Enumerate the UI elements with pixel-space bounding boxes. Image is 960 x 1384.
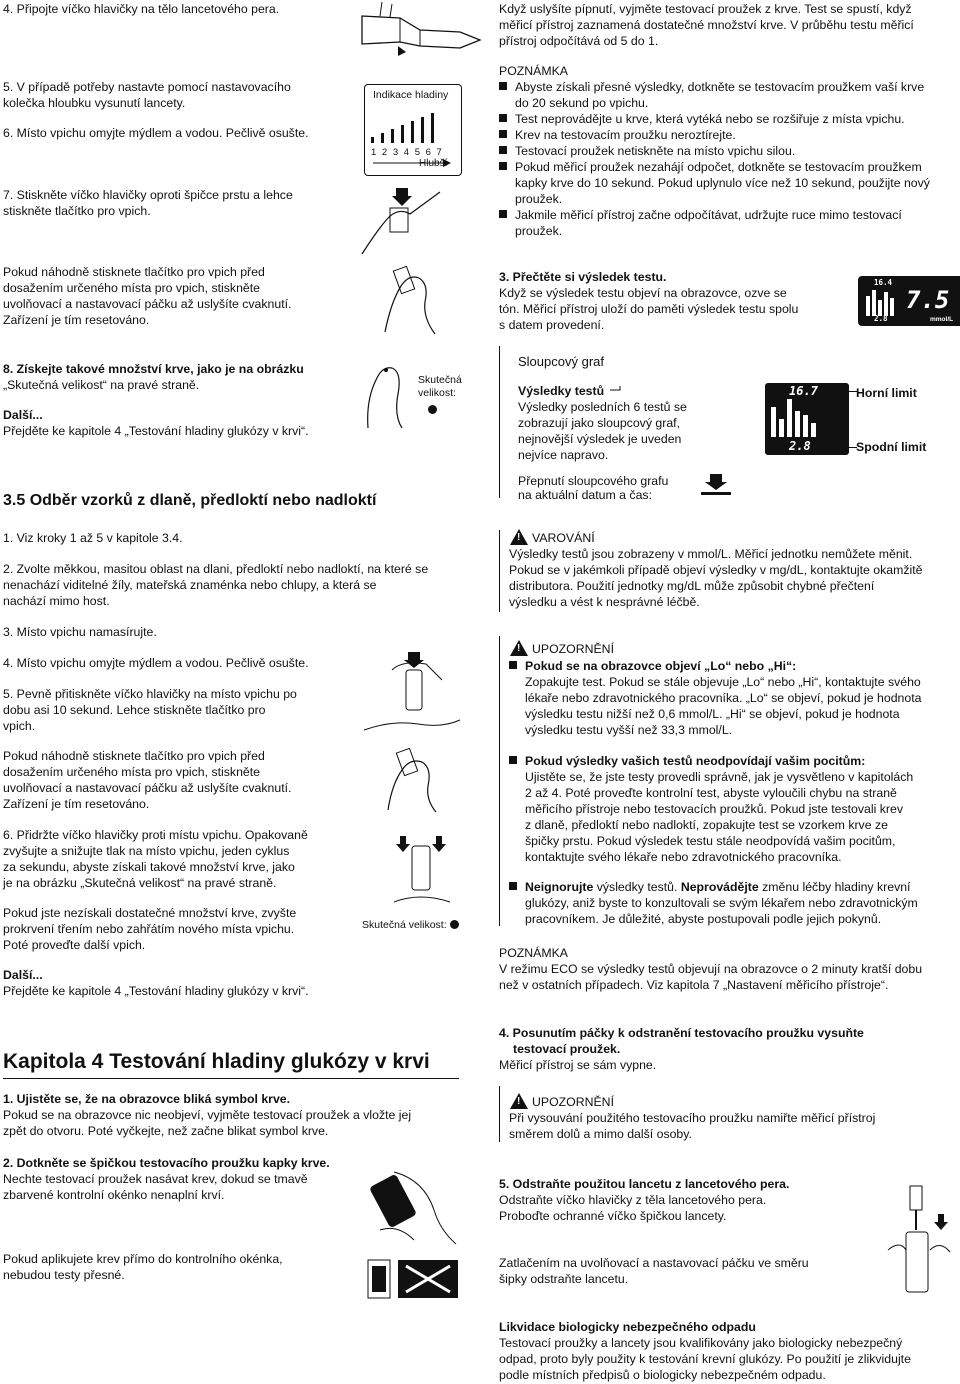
lcd-bar [771, 407, 776, 437]
read-result-line1: Když se výsledek testu objeví na obrazovce, ozve se [499, 286, 787, 300]
palm-reset-illustration [378, 744, 458, 814]
warning-title: VAROVÁNÍ [532, 531, 595, 545]
step-8-line2: „Skutečná velikost“ na pravé straně. [3, 378, 200, 392]
note-item-2: Test neprovádějte u krve, která vytéká nebo se rozšiřuje z místa vpichu. [499, 112, 905, 128]
reset-hand-illustration [375, 262, 455, 337]
note-item-1-line1: Abyste získali přesné výsledky, dotkněte se testovacím proužkem vaší krve [499, 80, 924, 96]
remove-lancet-line3: Zatlačením na uvolňovací a nastavovací páčku ve směru [499, 1256, 809, 1270]
palm-press-illustration [362, 650, 462, 740]
reset-line1: Pokud náhodně stisknete tlačítko pro vpich před [3, 265, 265, 279]
caution-2-title: UPOZORNĚNÍ [532, 1095, 614, 1109]
palm-step-7-line3: Poté proveďte další vpich. [3, 938, 146, 952]
bar-graph-upper-value: 16.7 [789, 384, 818, 398]
step-8-line1: 8. Získejte takové množství krve, jako je na obrázku [3, 362, 304, 376]
chapter-step-2-line1: Nechte testovací proužek nasávat krev, dokud se tmavě [3, 1172, 308, 1186]
chapter-step-3-line1: Pokud aplikujete krev přímo do kontrolního okénka, [3, 1252, 283, 1266]
read-result-line2: tón. Měřicí přístroj uloží do paměti výsledek testu spolu [499, 302, 799, 316]
bar-switch-line2: na aktuální datum a čas: [518, 488, 652, 502]
palm-step-2-line2: nenachází viditelné žíly, mateřská znaménka nebo chlupy, a která se [3, 578, 377, 592]
warning-line1: Výsledky testů jsou zobrazeny v mmol/L. Měřicí jednotku nemůžete měnit. [509, 547, 913, 561]
lower-limit-label: Spodní limit [856, 440, 927, 454]
right-top-line2: měřicí přístroj zaznamená dostatečné množství krve. V průběhu testu měřicí [499, 18, 914, 32]
next-text-2: Přejděte ke kapitole 4 „Testování hladiny glukózy v krvi“. [3, 984, 309, 998]
chapter-step-3-line2: nebudou testy přesné. [3, 1268, 125, 1282]
note-2-title: POZNÁMKA [499, 946, 569, 960]
caution-eject-line2: směrem dolů a mimo další osoby. [509, 1127, 692, 1141]
chapter-step-2-line2: zbarvené kontrolní okénko nenaplní krví. [3, 1188, 225, 1202]
next-label-2: Další... [3, 968, 43, 982]
lcd-bar [779, 419, 784, 437]
caution-border [499, 636, 500, 926]
palm-step-4: 4. Místo vpichu omyjte mýdlem a vodou. Pečlivě osušte. [3, 656, 309, 670]
palm-step-5-line1: 5. Pevně přitiskněte víčko hlavičky na místo vpichu po [3, 687, 297, 701]
chapter-step-1-line2: zpět do otvoru. Poté vyčkejte, než začne blikat symbol krve. [3, 1124, 329, 1138]
caution-triangle-icon: ! [510, 640, 528, 656]
biohazard-heading: Likvidace biologicky nebezpečného odpadu [499, 1320, 756, 1334]
depth-indicator-box [364, 84, 462, 176]
lcd-bar [795, 411, 800, 437]
read-result-line3: s datem provedení. [499, 318, 605, 332]
real-size-drop-2 [450, 920, 459, 929]
caution-title: UPOZORNĚNÍ [532, 642, 614, 656]
bar-graph-line1: Výsledky posledních 6 testů se [518, 400, 687, 414]
caution-3-line2: pracovníkem. Je důležité, abyste postupovali podle jejich pokynů. [525, 912, 882, 926]
arrow-right-icon [610, 384, 626, 394]
palm-step-7-line2: prokrvení třením nebo zahřátím nového místa vpichu. [3, 922, 295, 936]
palm-reset-line4: Zařízení je tím resetováno. [3, 797, 150, 811]
section-3-5-title: 3.5 Odběr vzorků z dlaně, předloktí nebo nadloktí [3, 492, 377, 509]
warning-triangle-icon: ! [510, 529, 528, 545]
caution-2-border [499, 1086, 500, 1142]
note-item-5-line3: proužek. [515, 192, 563, 206]
note-2-line2: než v ostatních případech. Viz kapitola 7 „Nastavení měřicího přístroje“. [499, 978, 889, 992]
remove-lancet-heading: 5. Odstraňte použitou lancetu z lancetového pera. [499, 1177, 790, 1191]
caution-1-heading: Pokud se na obrazovce objeví „Lo“ nebo „Hi“: [509, 659, 796, 675]
result-display-high: 16.4 [874, 278, 893, 287]
upper-limit-label: Horní limit [856, 386, 917, 400]
step-5-line2: kolečka hloubku vysunutí lancety. [3, 96, 186, 110]
caution-2-heading: Pokud výsledky vašich testů neodpovídají vašim pocitům: [509, 754, 865, 770]
reset-line2: dosažením určeného místa pro vpich, stiskněte [3, 281, 260, 295]
down-button-icon [697, 474, 735, 498]
note-item-1-line2: do 20 sekund po vpichu. [515, 96, 649, 110]
step-5-line1: 5. V případě potřeby nastavte pomocí nastavovacího [3, 80, 291, 94]
biohazard-line3: podle místních předpisů o biologicky nebezpečném odpadu. [499, 1368, 826, 1382]
palm-step-5-line2: dobu asi 10 sekund. Lehce stiskněte tlačítko pro [3, 703, 266, 717]
lcd-bar [803, 415, 808, 437]
lcd-bar [811, 423, 816, 437]
palm-step-6-line3: za sekundu, abyste získali takové množství krve, jako [3, 860, 295, 874]
warning-line4: výsledku a vést k nesprávné léčbě. [509, 595, 700, 609]
note-item-6-line1: Jakmile měřicí přístroj začne odpočítávat, udržujte ruce mimo testovací [499, 208, 902, 224]
caution-2-triangle-icon: ! [510, 1093, 528, 1109]
bar-graph-line2: zobrazují jako sloupcový graf, [518, 416, 680, 430]
result-display [858, 276, 960, 326]
caution-2-line1: Ujistěte se, že jste testy provedli správně, jak je vysvětleno v kapitolách [525, 770, 914, 784]
biohazard-line1: Testovací proužky a lancety jsou kvalifikovány jako biologicky nebezpečný [499, 1336, 903, 1350]
warning-line3: distributora. Použití jednotky mg/dL může způsobit chybné přečtení [509, 579, 875, 593]
palm-step-6-line2: zvyšujte a snižujte tlak na místo vpichu, jeden cyklus [3, 844, 290, 858]
remove-lancet-line1: Odstraňte víčko hlavičky z těla lancetového pera. [499, 1193, 767, 1207]
palm-step-5-line3: vpich. [3, 719, 36, 733]
note-item-4: Testovací proužek netiskněte na místo vpichu silou. [499, 144, 795, 160]
palm-step-1: 1. Viz kroky 1 až 5 v kapitole 3.4. [3, 531, 183, 545]
bar-graph-line4: nejvíce napravo. [518, 448, 609, 462]
reset-line3: uvolňovací a nastavovací páčku až uslyšíte cvaknutí. [3, 297, 292, 311]
step-7-line2: stiskněte tlačítko pro vpich. [3, 204, 151, 218]
depth-deeper-label: Hlubší [419, 158, 448, 169]
blood-drop-finger-illustration [362, 360, 408, 430]
chapter-4-title: Kapitola 4 Testování hladiny glukózy v krvi [3, 1050, 430, 1073]
bar-graph-line3: nejnovější výsledek je uveden [518, 432, 682, 446]
palm-step-3: 3. Místo vpichu namasírujte. [3, 625, 157, 639]
bar-graph-box-border [499, 346, 500, 498]
chapter-step-1-line1: Pokud se na obrazovce nic neobjeví, vyjměte testovací proužek a vložte jej [3, 1108, 412, 1122]
palm-step-7-line1: Pokud jste nezískali dostatečné množství krve, zvyšte [3, 906, 297, 920]
result-display-value: 7.5 [906, 286, 950, 314]
real-size-label-2: Skutečná velikost: [362, 919, 447, 931]
caution-2-line6: kontaktujte svého lékaře nebo zdravotnického pracovníka. [525, 850, 842, 864]
caution-1-line1: Zopakujte test. Pokud se stále objevuje „Lo“ nebo „Hi“, kontaktujte svého [525, 675, 921, 689]
note-item-5-line2: kapky krve do 10 sekund. Pokud uplynulo více než 10 sekund, použijte nový [515, 176, 930, 190]
real-size-drop [428, 405, 437, 414]
caution-3-heading: Neignorujte výsledky testů. Neprovádějte změnu léčby hladiny krevní [509, 880, 910, 896]
note-item-5-line1: Pokud měřicí proužek nezahájí odpočet, dotkněte se testovacím proužkem [499, 160, 922, 176]
strip-window-illustration [366, 1258, 462, 1300]
lcd-bar [787, 399, 792, 437]
remove-lancet-line2: Proboďte ochranné víčko špičkou lancety. [499, 1209, 727, 1223]
caution-1-line2: lékaře nebo zdravotnického pracovníka. „Lo“ se objeví, pokud je hodnota [525, 691, 922, 705]
bar-graph-title: Sloupcový graf [518, 354, 604, 369]
palm-step-6-line1: 6. Přidržte víčko hlavičky proti místu vpichu. Opakovaně [3, 828, 308, 842]
chapter-step-2-heading: 2. Dotkněte se špičkou testovacího proužku kapky krve. [3, 1156, 330, 1170]
bar-switch-line1: Přepnutí sloupcového grafu [518, 474, 669, 488]
caution-2-line2: 2 až 4. Poté proveďte kontrolní test, abyste vyloučili chybu na straně [525, 786, 897, 800]
caution-2-line4: z dlaně, předloktí nebo nadloktí, zopakujte test se vzorkem krve ze [525, 818, 888, 832]
palm-reset-line3: uvolňovací a nastavovací páčku až uslyšíte cvaknutí. [3, 781, 292, 795]
eject-line: Měřicí přístroj se sám vypne. [499, 1058, 657, 1072]
bar-graph-heading: Výsledky testů [518, 384, 605, 398]
strip-touch-illustration [374, 1170, 458, 1246]
read-result-heading: 3. Přečtěte si výsledek testu. [499, 270, 667, 284]
result-display-unit: mmol/L [930, 316, 954, 323]
chapter-divider [3, 1078, 459, 1079]
caution-1-line4: výsledku testu vyšší než 33,3 mmol/L. [525, 723, 733, 737]
caution-3-line1: glukózy, aniž byste to konzultovali se svým lékařem nebo zdravotnickým [525, 896, 918, 910]
bar-graph-display [765, 383, 849, 455]
depth-indicator-title: Indikace hladiny [373, 89, 449, 101]
warning-border [499, 530, 500, 612]
note-2-line1: V režimu ECO se výsledky testů objevují na obrazovce o 2 minuty kratší dobu [499, 962, 923, 976]
next-label-1: Další... [3, 408, 43, 422]
warning-line2: Pokud se v jakémkoli případě objeví výsledky v mg/dL, kontaktujte okamžitě [509, 563, 923, 577]
eject-heading-line2: testovací proužek. [513, 1042, 621, 1056]
palm-reset-line1: Pokud náhodně stisknete tlačítko pro vpich před [3, 749, 265, 763]
palm-step-2-line1: 2. Zvolte měkkou, masitou oblast na dlani, předloktí nebo nadloktí, na které se [3, 562, 429, 576]
note-item-3: Krev na testovacím proužku neroztírejte. [499, 128, 736, 144]
caution-1-line3: výsledku testu nižší než 0,6 mmol/L. „Hi“ se objeví, pokud je hodnota [525, 707, 900, 721]
real-size-label: Skutečná velikost: [418, 374, 462, 399]
note-item-6-line2: proužek. [515, 224, 563, 238]
right-top-line1: Když uslyšíte pípnutí, vyjměte testovací proužek z krve. Test se spustí, když [499, 2, 912, 16]
eject-heading-line1: 4. Posunutím páčky k odstranění testovacího proužku vysuňte [499, 1026, 864, 1040]
lancet-pen-illustration [360, 0, 490, 58]
biohazard-line2: odpad, proto byly použity k testování krevní glukózy. Po použití je zlikvidujte [499, 1352, 911, 1366]
step-6: 6. Místo vpichu omyjte mýdlem a vodou. Pečlivě osušte. [3, 126, 309, 140]
palm-step-6-line4: je na obrázku „Skutečná velikost“ na pravé straně. [3, 876, 277, 890]
palm-squeeze-illustration [392, 832, 452, 912]
finger-press-illustration [360, 186, 460, 256]
palm-step-2-line3: nachází mimo host. [3, 594, 110, 608]
bar-graph-lower-value: 2.8 [789, 439, 811, 453]
reset-line4: Zařízení je tím resetováno. [3, 313, 150, 327]
caution-eject-line1: Při vysouvání použitého testovacího proužku namiřte měřicí přístroj [509, 1111, 876, 1125]
right-top-line3: přístroj odpočítává od 5 do 1. [499, 34, 659, 48]
palm-reset-line2: dosažením určeného místa pro vpich, stiskněte [3, 765, 260, 779]
lancet-removal-illustration [880, 1180, 956, 1300]
next-text-1: Přejděte ke kapitole 4 „Testování hladiny glukózy v krvi“. [3, 424, 309, 438]
chapter-step-1-heading: 1. Ujistěte se, že na obrazovce bliká symbol krve. [3, 1092, 291, 1106]
caution-2-line5: špičky prstu. Pokud výsledek testu stále neodpovídá vašim pocitům, [525, 834, 896, 848]
caution-2-line3: měřicího přístroje nebo testovacích proužků. Pokud jste testovali krev [525, 802, 903, 816]
remove-lancet-line4: šipky odstraňte lancetu. [499, 1272, 629, 1286]
depth-scale: 1 2 3 4 5 6 7 [371, 147, 444, 158]
step-4: 4. Připojte víčko hlavičky na tělo lancetového pera. [3, 2, 280, 16]
step-7-line1: 7. Stiskněte víčko hlavičky oproti špičce prstu a lehce [3, 188, 293, 202]
result-display-low: 2.8 [874, 314, 888, 323]
note-title: POZNÁMKA [499, 64, 569, 78]
